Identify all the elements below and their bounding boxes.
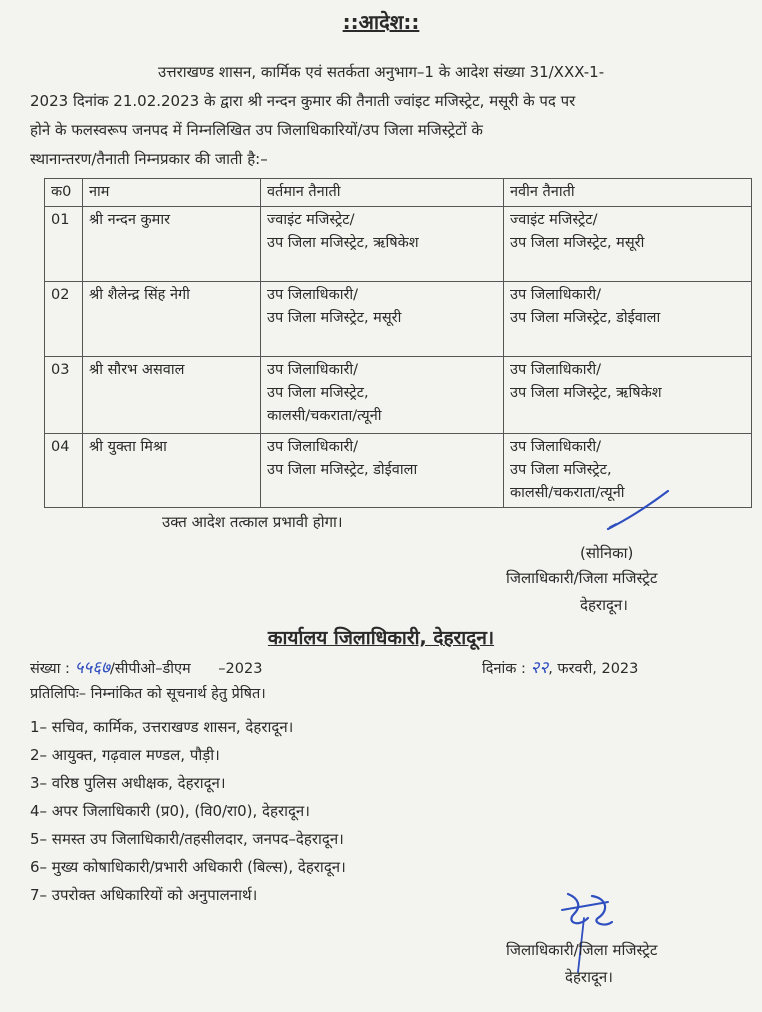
paragraph-line-text: उत्तराखण्ड शासन, कार्मिक एवं सतर्कता अनुभाग–1 के आदेश संख्या 31/XXX-1-	[158, 63, 605, 81]
list-item: 5– समस्त उप जिलाधिकारी/तहसीलदार, जनपद–देहरादून।	[30, 830, 344, 848]
cell-current-posting	[261, 207, 504, 282]
cell-new-posting	[504, 282, 752, 357]
office-heading	[0, 624, 762, 650]
date-suffix: , फरवरी, 2023	[548, 661, 639, 677]
reference-date	[482, 655, 638, 678]
signature-stroke-1	[604, 487, 674, 537]
signatory-place: देहरादून।	[565, 968, 613, 986]
cell-line: उप जिलाधिकारी/	[267, 439, 359, 455]
signatory-place: देहरादून।	[580, 596, 628, 614]
cell-line: उप जिला मजिस्ट्रेट, ऋषिकेश	[510, 385, 662, 401]
paragraph-line-text: 2023 दिनांक 21.02.2023 के द्वारा श्री नन्दन कुमार की तैनाती ज्वांइट मजिस्ट्रेट, मसूरी के पद पर	[30, 92, 576, 110]
cell-sno: 02	[45, 282, 83, 357]
cell-sno: 03	[45, 357, 83, 434]
paragraph-line	[30, 145, 742, 174]
cell-line: उप जिलाधिकारी/	[267, 287, 359, 303]
cell-line: उप जिला मजिस्ट्रेट, मसूरी	[267, 310, 402, 326]
cell-line: उप जिलाधिकारी/	[267, 362, 359, 378]
signatory-name: (सोनिका)	[580, 544, 634, 562]
cell-sno: 04	[45, 434, 83, 508]
reference-label: संख्या :	[30, 661, 70, 677]
list-item: 1– सचिव, कार्मिक, उत्तराखण्ड शासन, देहरादून।	[30, 718, 294, 736]
signatory-designation: जिलाधिकारी/जिला मजिस्ट्रेट	[506, 569, 658, 587]
order-paragraph	[30, 58, 742, 174]
table-row	[45, 357, 752, 434]
cell-name: श्री शैलेन्द्र सिंह नेगी	[83, 282, 261, 357]
cell-line: ज्वाइंट मजिस्ट्रेट/	[510, 212, 598, 228]
cell-line: उप जिला मजिस्ट्रेट, डोईवाला	[510, 310, 661, 326]
cell-line: कालसी/चकराता/त्यूनी	[510, 485, 625, 501]
table-header-row	[45, 179, 752, 207]
cell-line: उप जिला मजिस्ट्रेट,	[510, 462, 612, 478]
handwritten-number: ५५६७	[74, 658, 110, 678]
reference-suffix: /सीपीओ–डीएम –2023	[109, 661, 263, 677]
copy-intro: प्रतिलिपिः– निम्नांकित को सूचनार्थ हेतु प्रेषित।	[30, 686, 266, 702]
header-new-posting: नवीन तैनाती	[504, 179, 752, 207]
list-item: 2– आयुक्त, गढ़वाल मण्डल, पौड़ी।	[30, 746, 220, 764]
list-item: 6– मुख्य कोषाधिकारी/प्रभारी अधिकारी (बिल्स), देहरादून।	[30, 858, 346, 876]
cell-name: श्री युक्ता मिश्रा	[83, 434, 261, 508]
list-item: 3– वरिष्ठ पुलिस अधीक्षक, देहरादून।	[30, 774, 226, 792]
cell-new-posting	[504, 357, 752, 434]
handwritten-date: २२	[530, 658, 549, 678]
cell-new-posting	[504, 207, 752, 282]
cell-sno: 01	[45, 207, 83, 282]
office-heading-text: कार्यालय जिलाधिकारी, देहरादून।	[267, 627, 495, 649]
order-title: ::आदेश::	[342, 10, 420, 34]
signatory-designation: जिलाधिकारी/जिला मजिस्ट्रेट	[506, 941, 658, 959]
signature-mark-2	[548, 888, 628, 978]
header-name: नाम	[83, 179, 261, 207]
header-current-posting: वर्तमान तैनाती	[261, 179, 504, 207]
paragraph-line-text: होने के फलस्वरूप जनपद में निम्नलिखित उप जिलाधिकारियों/उप जिला मजिस्ट्रेटों के	[30, 121, 483, 139]
cell-line: उप जिला मजिस्ट्रेट, डोईवाला	[267, 462, 418, 478]
cell-current-posting	[261, 282, 504, 357]
table-row	[45, 282, 752, 357]
paragraph-line	[30, 116, 742, 145]
table-row	[45, 207, 752, 282]
reference-number	[30, 655, 262, 678]
cell-name: श्री नन्दन कुमार	[83, 207, 261, 282]
cell-line: उप जिलाधिकारी/	[510, 439, 602, 455]
cell-line: उप जिलाधिकारी/	[510, 287, 602, 303]
cell-name: श्री सौरभ असवाल	[83, 357, 261, 434]
cell-line: उप जिला मजिस्ट्रेट, ऋषिकेश	[267, 235, 419, 251]
effect-note: उक्त आदेश तत्काल प्रभावी होगा।	[162, 513, 343, 531]
paragraph-line-text: स्थानान्तरण/तैनाती निम्नप्रकार की जाती है:–	[30, 150, 268, 168]
date-label: दिनांक :	[482, 661, 526, 677]
cell-line: ज्वाइंट मजिस्ट्रेट/	[267, 212, 355, 228]
list-item: 7– उपरोक्त अधिकारियों को अनुपालनार्थ।	[30, 886, 258, 904]
cell-line: कालसी/चकराता/त्यूनी	[267, 408, 382, 424]
cell-line: उप जिला मजिस्ट्रेट,	[267, 385, 369, 401]
header-sno: क0	[45, 179, 83, 207]
cell-line: उप जिला मजिस्ट्रेट, मसूरी	[510, 235, 645, 251]
paragraph-line	[30, 58, 742, 87]
cell-current-posting	[261, 357, 504, 434]
cell-current-posting	[261, 434, 504, 508]
list-item: 4– अपर जिलाधिकारी (प्र0), (वि0/रा0), देहरादून।	[30, 802, 310, 820]
paragraph-line	[30, 87, 742, 116]
cell-line: उप जिलाधिकारी/	[510, 362, 602, 378]
transfer-table	[44, 178, 752, 508]
